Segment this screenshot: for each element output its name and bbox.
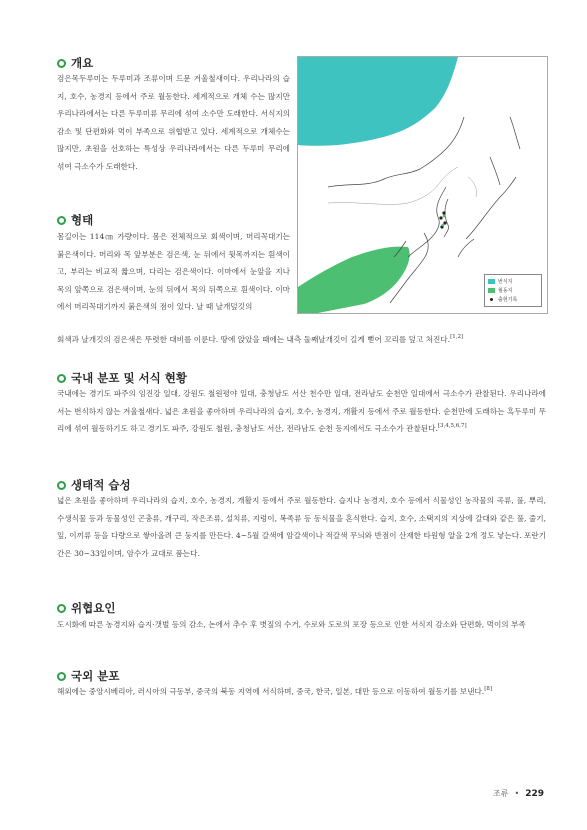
circle-bullet-icon <box>57 604 66 613</box>
distribution-map <box>297 56 548 314</box>
footer-category: 조류 <box>493 789 509 798</box>
korea-wintering-markers <box>442 215 446 227</box>
circle-bullet-icon <box>57 481 66 490</box>
section-title: 국외 분포 <box>71 669 120 683</box>
section-title: 형태 <box>71 213 94 227</box>
footer-separator: • <box>514 789 520 798</box>
circle-bullet-icon <box>57 672 66 681</box>
section-heading-morphology <box>57 212 93 228</box>
legend-item-wintering: 월동지 <box>488 286 538 295</box>
breeding-swatch <box>488 279 495 284</box>
morphology-paragraph-continued <box>57 331 546 349</box>
section-heading-global <box>57 668 119 684</box>
morphology-text-cont: 회색과 날개깃의 검은색은 뚜렷한 대비를 이룬다. 땅에 앉았을 때에는 내측 둘째날개깃이 길게 뻗어 꼬리를 덮고 처진다. <box>57 335 451 344</box>
section-title: 위협요인 <box>71 601 116 615</box>
section-title: 국내 분포 및 서식 현황 <box>71 371 187 385</box>
threats-paragraph: 도시화에 따른 농경지와 습지·갯벌 등의 감소, 논에서 추수 후 볏짚의 수거, 수로와 도로의 포장 등으로 인한 서식지 감소와 단편화, 먹이의 부족 <box>57 620 526 629</box>
breeding-range-area <box>298 57 458 146</box>
land-borders <box>328 167 477 204</box>
section-title: 생태적 습성 <box>71 478 131 492</box>
section-heading-threats <box>57 600 115 616</box>
wintering-swatch <box>488 288 495 293</box>
morphology-paragraph: 몸길이는 114㎝ 가량이다. 몸은 전체적으로 회색이며, 머리꼭대기는 붉은색이다. 머리와 목 앞부분은 검은색, 눈 뒤에서 뒷목까지는 흰색이고, 부리는 비교적 짧으며, 다리는 검은색이다. 이마에서 눈앞을 지나 목의 앞쪽으로 검은색이며, 눈의 뒤에서 목의 뒤쪽으로 흰색이다. 이마에서 머리꼭대기까지 붉은색의 점이 있다. 날 때 날개덮깃의 <box>57 232 290 312</box>
page-footer <box>493 788 544 799</box>
circle-bullet-icon <box>57 216 66 225</box>
overview-paragraph: 검은목두루미는 두루미과 조류이며 드문 겨울철새이다. 우리나라의 습지, 호수, 농경지 등에서 주로 월동한다. 세계적으로 개체 수는 많지만 우리나라에서는 다른 두루미류 무리에 섞여 소수만 도래한다. 서식지의 감소 및 단편화와 먹이 부족으로 위협받고 있다. 세계적으로 개체수는 많지만, 초원을 선호하는 특성상 우리나라에서는 다른 두루미 무리에 섞여 극소수가 도래한다. <box>57 74 290 171</box>
ecology-paragraph: 넓은 초원을 좋아하며 우리나라의 습지, 호수, 농경지, 개활지 등에서 주로 월동한다. 습지나 농경지, 호수 등에서 식물성인 농작물의 곡류, 풀, 뿌리, 수생식물 등과 동물성인 곤충류, 개구리, 작은조류, 설치류, 지렁이, 복족류 등 동식물을 혼식한다. 습지, 호수, 소택지의 지상에 갈대와 같은 풀, 줄기, 잎, 이끼류 등을 다량으로 쌓아올려 큰 둥지를 만든다. 4~5월 갈색에 암갈색이나 적갈색 무늬와 반점이 산재한 타원형 알을 2개 정도 낳는다. 포란기간은 30~33일이며, 암수가 교대로 품는다. <box>57 496 546 558</box>
legend-item-records: 출현기록 <box>488 295 538 304</box>
record-dot-icon <box>490 298 493 301</box>
section-title: 개요 <box>71 56 94 70</box>
circle-bullet-icon <box>57 59 66 68</box>
global-paragraph: 해외에는 중앙시베리아, 러시아의 극동부, 중국의 북동 지역에 서식하며, 중국, 한국, 일본, 대만 등으로 이동하여 월동기를 보낸다.[8] <box>57 686 493 696</box>
citation-ref: [1,2] <box>450 334 464 340</box>
section-heading-domestic <box>57 370 187 386</box>
page-number: 229 <box>525 788 544 799</box>
wintering-range-area <box>298 247 410 313</box>
citation-ref: [3,4,5,6,7] <box>437 423 467 430</box>
circle-bullet-icon <box>57 374 66 383</box>
section-heading-overview <box>57 55 93 71</box>
domestic-paragraph: 국내에는 경기도 파주의 임진강 일대, 강원도 철원평야 일대, 충청남도 서산 천수만 일대, 전라남도 순천만 일대에서 극소수가 관찰된다. 우리나라에서는 번식하지 않는 겨울철새다. 넓은 초원을 좋아하며 우리나라의 습지, 호수, 농경지, 개활지 등에서 주로 월동한다. 순천만에 도래하는 흑두루미 무리에 섞여 월동하기도 하고 경기도 파주, 강원도 철원, 충청남도 서산, 전라남도 순천 등지에서도 극소수가 관찰된다.[3,4,5,6,7] <box>57 389 546 434</box>
citation-ref: [8] <box>484 686 493 692</box>
map-legend <box>484 274 542 307</box>
legend-item-breeding: 번식지 <box>488 277 538 286</box>
section-heading-ecology <box>57 477 131 493</box>
